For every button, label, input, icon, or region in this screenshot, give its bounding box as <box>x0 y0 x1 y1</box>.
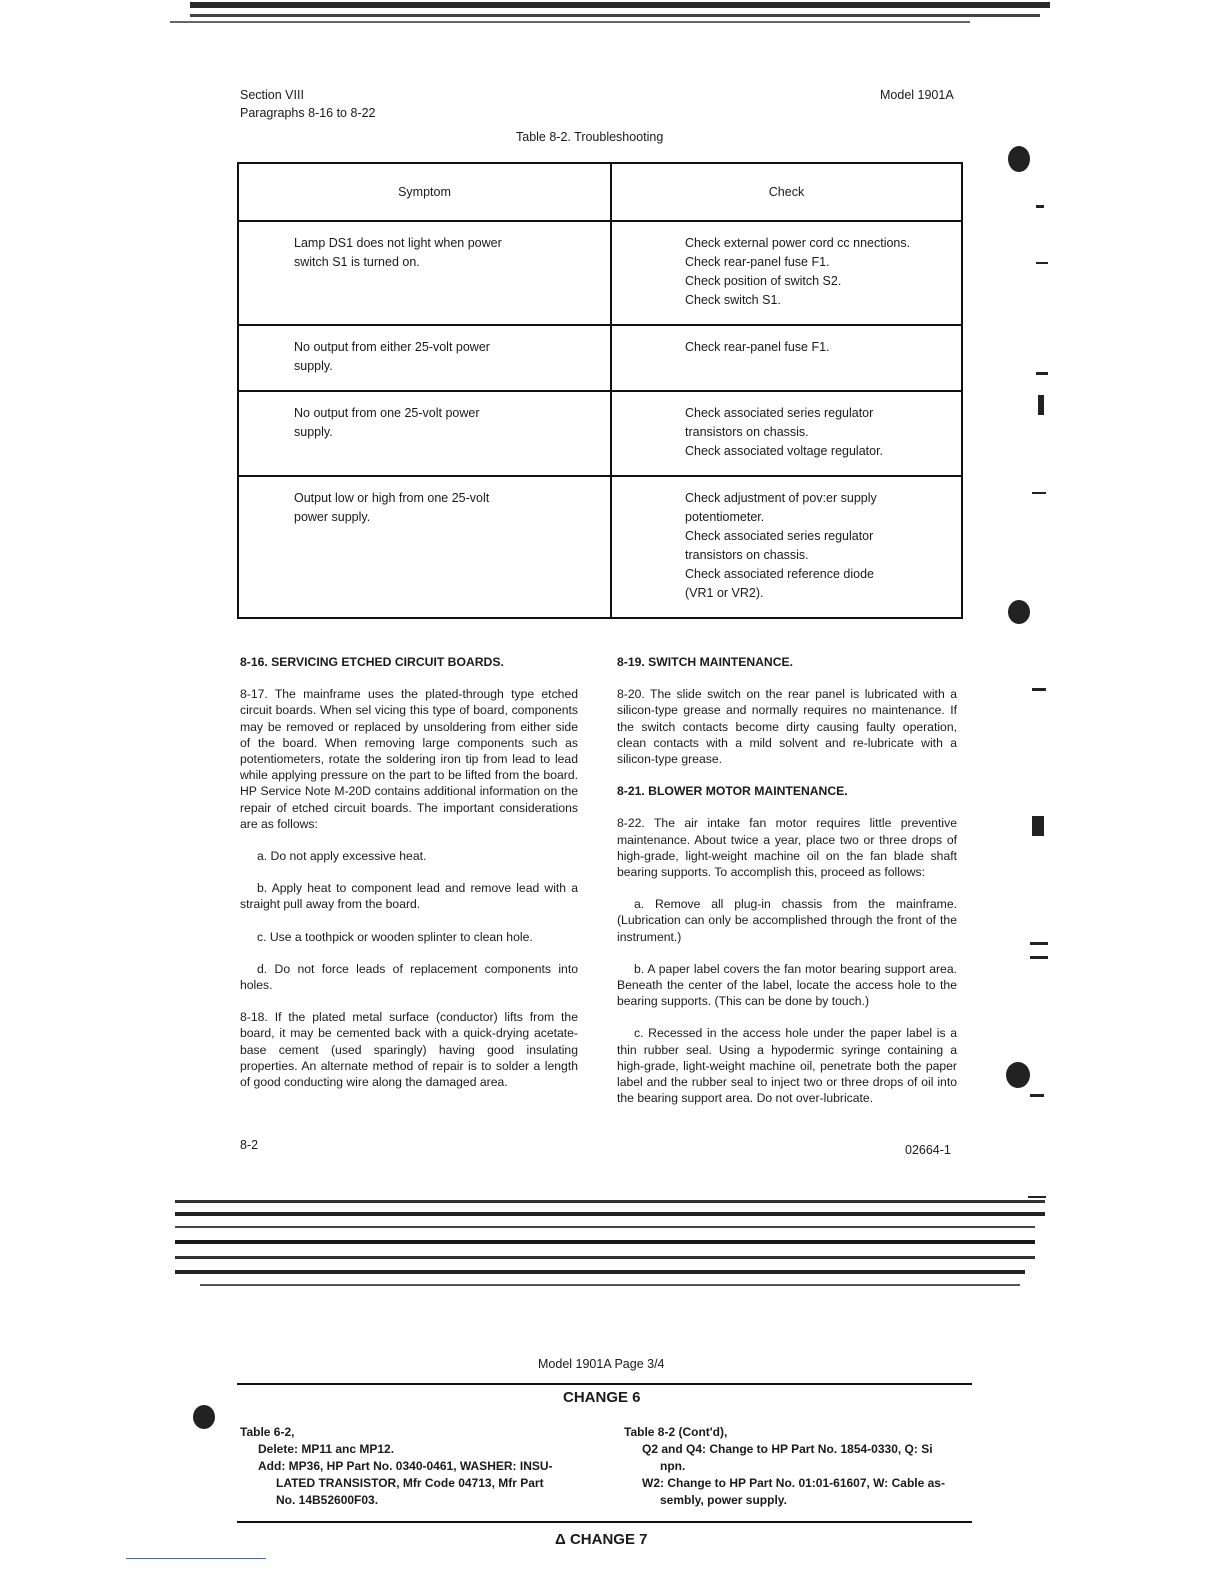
table-row <box>238 391 962 476</box>
margin-mark <box>1032 492 1046 494</box>
heading-8-19: 8-19. SWITCH MAINTENANCE. <box>617 655 794 669</box>
section-title: Section VIII <box>240 88 304 102</box>
list-item: c. Recessed in the access hole under the paper label is a thin rubber seal. Using a hypodermic syringe containing a high-grade, light-weight machine oil, penetrate both the paper label and the rubber seal to inject two or three drops of oil into the bearing support area. Do not over-lubricate. <box>617 1026 957 1106</box>
margin-mark <box>1030 1094 1044 1097</box>
margin-mark <box>1028 1196 1046 1198</box>
divider <box>237 1521 972 1523</box>
margin-mark <box>1032 816 1044 836</box>
margin-mark <box>1036 372 1048 375</box>
punch-hole <box>1008 600 1030 624</box>
margin-mark <box>1032 688 1046 691</box>
change-7-heading: Δ CHANGE 7 <box>555 1531 648 1548</box>
punch-hole <box>1006 1062 1030 1088</box>
scan-band-middle <box>175 1256 1035 1259</box>
scan-band-middle <box>175 1270 1025 1274</box>
table-row <box>238 325 962 391</box>
table-row <box>238 476 962 618</box>
heading-8-21: 8-21. BLOWER MOTOR MAINTENANCE. <box>617 784 848 799</box>
document-number: 02664-1 <box>905 1143 951 1157</box>
paragraph-range: Paragraphs 8-16 to 8-22 <box>240 106 376 120</box>
divider <box>237 1383 972 1385</box>
page-number: 8-2 <box>240 1138 259 1152</box>
symptom-cell: Lamp DS1 does not light when power switch S1 is turned on. <box>238 221 611 325</box>
scan-band-middle <box>175 1240 1035 1244</box>
left-column <box>240 654 578 1106</box>
troubleshooting-table <box>237 162 963 619</box>
margin-mark <box>1036 262 1048 264</box>
heading-8-16: 8-16. SERVICING ETCHED CIRCUIT BOARDS. <box>240 655 504 669</box>
symptom-cell: Output low or high from one 25-volt power supply. <box>238 476 611 618</box>
model-label: Model 1901A <box>880 88 954 102</box>
paragraph-8-20: 8-20. The slide switch on the rear panel is lubricated with a silicon-type grease and normally requires no maintenance. If the switch contacts become dirty causing faulty operation, clean contacts with a mild solvent and re-lubricate with a silicon-type grease. <box>617 687 957 767</box>
paragraph-8-18: 8-18. If the plated metal surface (conductor) lifts from the board, it may be cemented back with a quick-drying acetate-base cement (used sparingly) having good insulating properties. An alternate method of repair is to solder a length of good conducting wire along the damaged area. <box>240 1010 578 1090</box>
margin-mark <box>1038 395 1044 415</box>
change-6-heading: CHANGE 6 <box>563 1389 641 1406</box>
scan-band-middle <box>175 1226 1035 1228</box>
scan-line-bottom <box>126 1558 266 1559</box>
scan-band-middle <box>175 1200 1045 1203</box>
table-row <box>238 221 962 325</box>
list-item: d. Do not force leads of replacement components into holes. <box>240 961 578 993</box>
check-cell: Check rear-panel fuse F1. <box>611 325 962 391</box>
margin-mark <box>1036 205 1044 208</box>
change-sheet-title: Model 1901A Page 3/4 <box>538 1357 665 1371</box>
paragraph-8-17: 8-17. The mainframe uses the plated-through type etched circuit boards. When sel vicing this type of board, components may be removed or replaced by unsoldering from either side of the board. When removing large components such as potentiometers, rotate the soldering iron tip from lead to lead while applying pressure on the part to be lifted from the board. HP Service Note M-20D contains additional information on the repair of etched circuit boards. The important considerations are as follows: <box>240 687 578 831</box>
symptom-cell: No output from one 25-volt power supply. <box>238 391 611 476</box>
scan-band-top-thin <box>170 21 970 23</box>
margin-mark <box>1030 942 1048 945</box>
punch-hole <box>193 1405 215 1429</box>
table-caption: Table 8-2. Troubleshooting <box>516 130 664 144</box>
column-header-check: Check <box>611 163 962 221</box>
check-cell: Check associated series regulator transistors on chassis. Check associated voltage regulator. <box>611 391 962 476</box>
scan-band-middle <box>200 1284 1020 1286</box>
change-notes-right: Table 8-2 (Cont'd), Q2 and Q4: Change to HP Part No. 1854-0330, Q: Si npn. W2: Change to HP Part No. 01:01-61607, W: Cable as- sembly, power supply. <box>624 1425 945 1507</box>
column-header-symptom: Symptom <box>238 163 611 221</box>
check-cell: Check external power cord cc nnections. Check rear-panel fuse F1. Check position of switch S2. Check switch S1. <box>611 221 962 325</box>
scan-band-top-line <box>190 14 1040 17</box>
check-cell: Check adjustment of pov:er supply potentiometer. Check associated series regulator transistors on chassis. Check associated reference diode (VR1 or VR2). <box>611 476 962 618</box>
list-item: b. Apply heat to component lead and remove lead with a straight pull away from the board. <box>240 881 578 912</box>
right-column <box>617 654 957 1122</box>
list-item: b. A paper label covers the fan motor bearing support area. Beneath the center of the label, locate the access hole to the bearing supports. (This can be done by touch.) <box>617 961 957 1009</box>
punch-hole <box>1008 146 1030 172</box>
scan-band-top <box>190 2 1050 8</box>
list-item: a. Do not apply excessive heat. <box>257 849 427 864</box>
paragraph-8-22: 8-22. The air intake fan motor requires little preventive maintenance. About twice a year, place two or three drops of high-grade, light-weight machine oil on the fan blade shaft bearing supports. To accomplish this, proceed as follows: <box>617 816 957 880</box>
section-label <box>240 86 376 122</box>
margin-mark <box>1030 956 1048 959</box>
list-item: c. Use a toothpick or wooden splinter to clean hole. <box>257 929 533 944</box>
symptom-cell: No output from either 25-volt power supply. <box>238 325 611 391</box>
list-item: a. Remove all plug-in chassis from the mainframe. (Lubrication can only be accomplished through the front of the instrument.) <box>617 897 957 944</box>
scan-band-middle <box>175 1212 1045 1216</box>
change-notes-left: Table 6-2, Delete: MP11 anc MP12. Add: MP36, HP Part No. 0340-0461, WASHER: INSU- LATED TRANSISTOR, Mfr Code 04713, Mfr Part No. 14B52600F03. <box>240 1425 553 1507</box>
